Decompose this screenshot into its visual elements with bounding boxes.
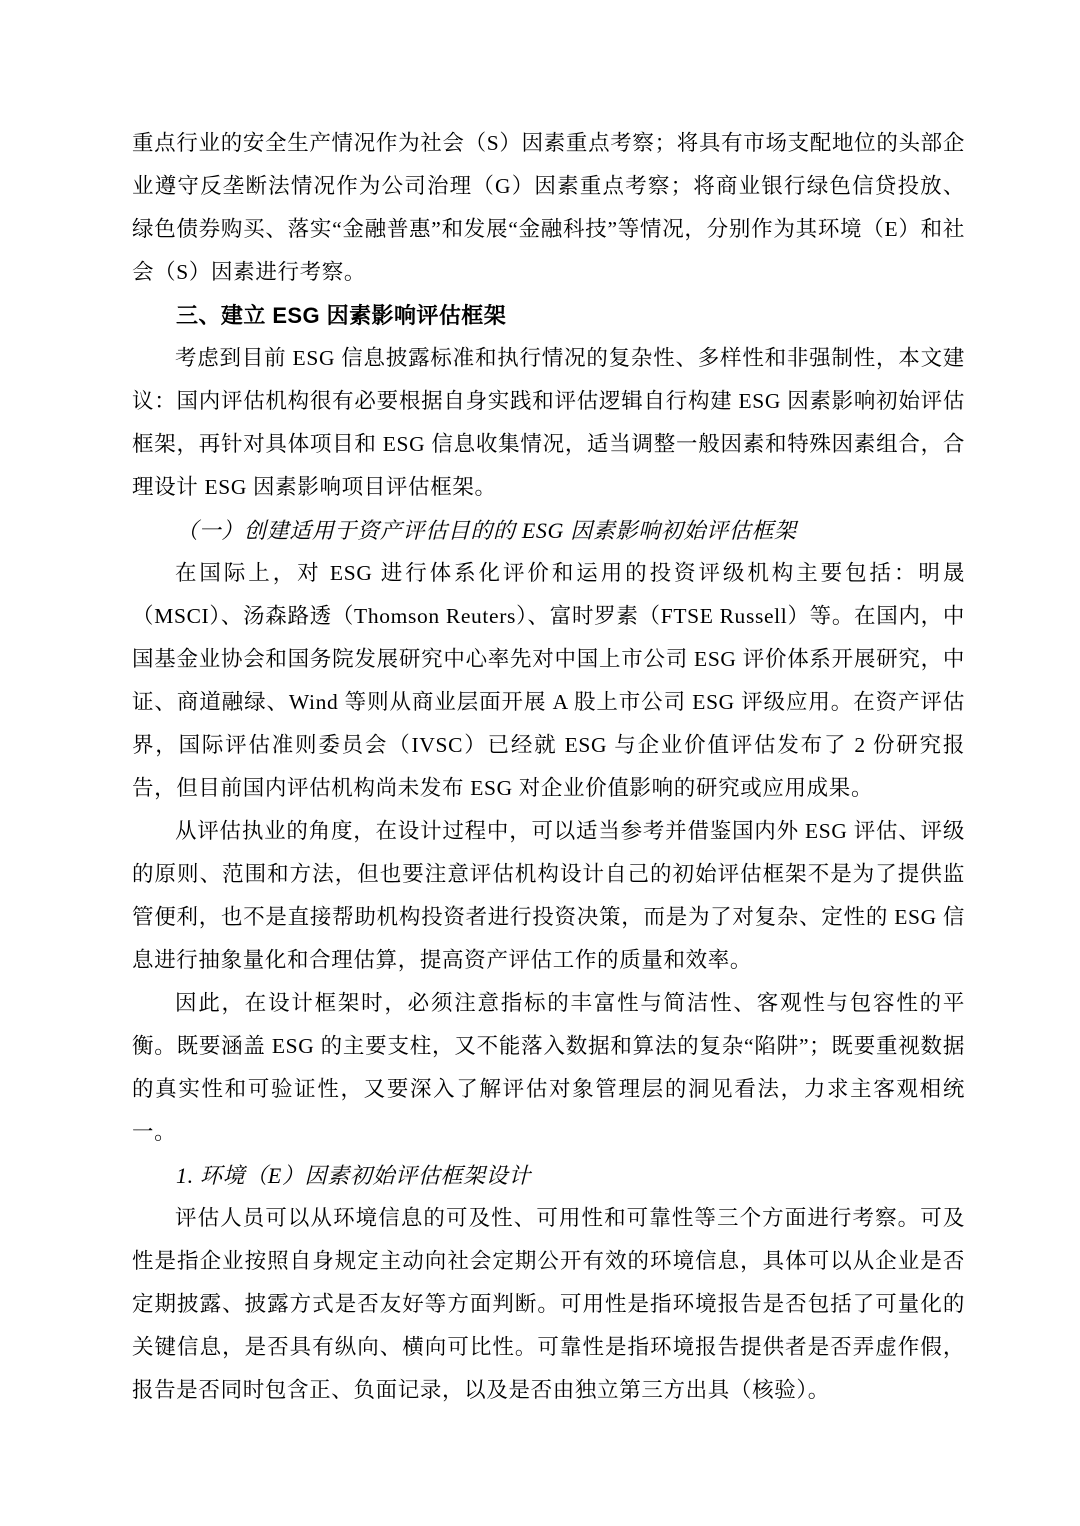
paragraph: 考虑到目前 ESG 信息披露标准和执行情况的复杂性、多样性和非强制性，本文建议：国内评估机构很有必要根据自身实践和评估逻辑自行构建 ESG 因素影响初始评估框架，再针对具体项目和 ESG 信息收集情况，适当调整一般因素和特殊因素组合，合理设计 ESG 因素影响项目评估框架。 — [132, 346, 965, 499]
paragraph-continuation: 重点行业的安全生产情况作为社会（S）因素重点考察；将具有市场支配地位的头部企业遵守反垄断法情况作为公司治理（G）因素重点考察；将商业银行绿色信贷投放、绿色债券购买、落实“金融普惠”和发展“金融科技”等情况，分别作为其环境（E）和社会（S）因素进行考察。 — [132, 131, 965, 284]
paragraph: 因此，在设计框架时，必须注意指标的丰富性与简洁性、客观性与包容性的平衡。既要涵盖 ESG 的主要支柱，又不能落入数据和算法的复杂“陷阱”；既要重视数据的真实性和可验证性，又要深入了解评估对象管理层的洞见看法，力求主客观相统一。 — [132, 991, 965, 1144]
subsection-heading: （一）创建适用于资产评估目的的 ESG 因素影响初始评估框架 — [176, 518, 797, 543]
paragraph: 在国际上，对 ESG 进行体系化评价和运用的投资评级机构主要包括：明晟（MSCI）、汤森路透（Thomson Reuters）、富时罗素（FTSE Russell）等。在国内，中国基金业协会和国务院发展研究中心率先对中国上市公司 ESG 评价体系开展研究，中证、商道融绿、Wind 等则从商业层面开展 A 股上市公司 ESG 评级应用。在资产评估界，国际评估准则委员会（IVSC）已经就 ESG 与企业价值评估发布了 2 份研究报告，但目前国内评估机构尚未发布 ESG 对企业价值影响的研究或应用成果。 — [132, 561, 965, 800]
numbered-subsection-heading: 1. 环境（E）因素初始评估框架设计 — [176, 1163, 532, 1188]
paragraph: 评估人员可以从环境信息的可及性、可用性和可靠性等三个方面进行考察。可及性是指企业按照自身规定主动向社会定期公开有效的环境信息，具体可以从企业是否定期披露、披露方式是否友好等方面判断。可用性是指环境报告是否包括了可量化的关键信息，是否具有纵向、横向可比性。可靠性是指环境报告提供者是否弄虚作假，报告是否同时包含正、负面记录，以及是否由独立第三方出具（核验）。 — [132, 1206, 965, 1402]
paragraph: 从评估执业的角度，在设计过程中，可以适当参考并借鉴国内外 ESG 评估、评级的原则、范围和方法，但也要注意评估机构设计自己的初始评估框架不是为了提供监管便利，也不是直接帮助机构投资者进行投资决策，而是为了对复杂、定性的 ESG 信息进行抽象量化和合理估算，提高资产评估工作的质量和效率。 — [132, 819, 965, 972]
section-heading: 三、建立 ESG 因素影响评估框架 — [176, 303, 507, 328]
